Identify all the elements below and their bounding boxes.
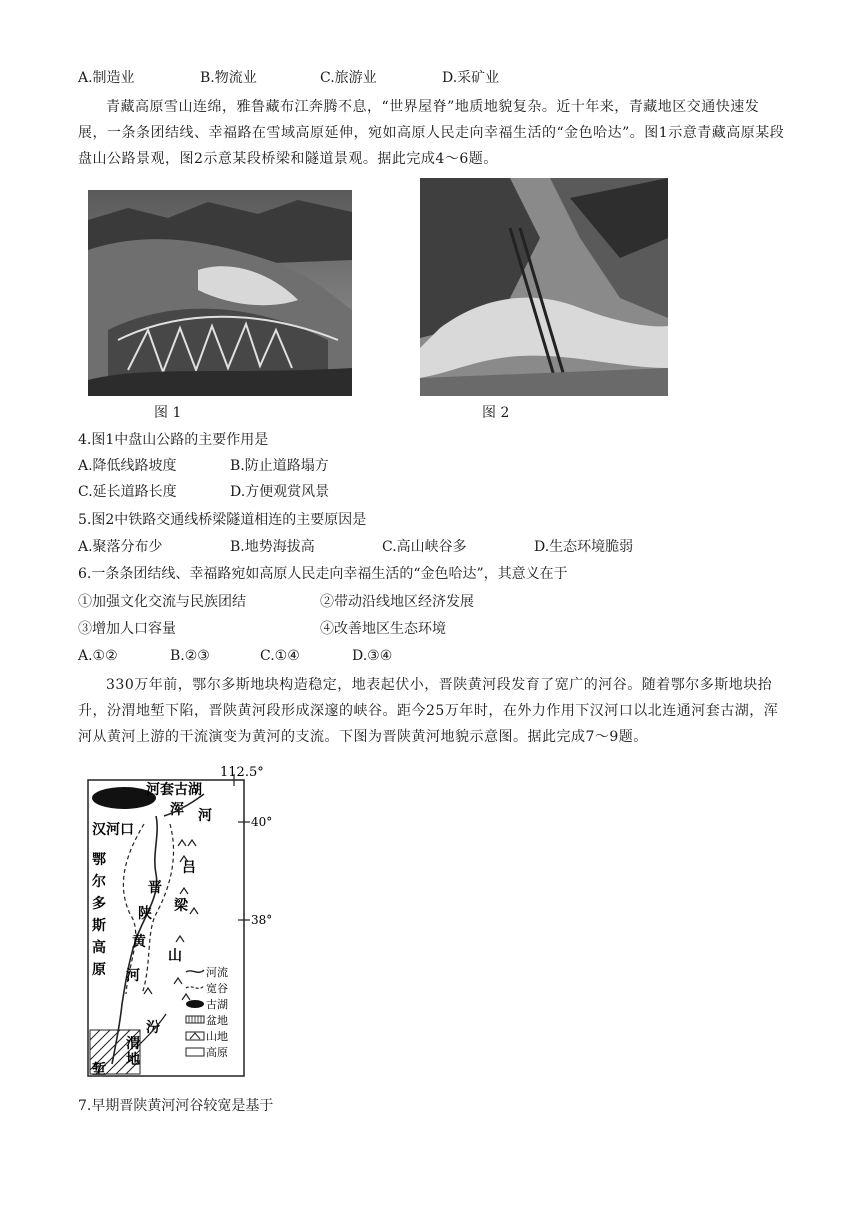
map-fenwei-1: 渭 (126, 1036, 140, 1052)
map-jinshan-2: 陕 (138, 906, 152, 922)
q6-item-4: ④改善地区生态环境 (320, 621, 446, 637)
map-ordos-6: 原 (92, 962, 106, 978)
map-fenwei-2: 地 (126, 1052, 140, 1068)
figure-2-caption: 图 2 (482, 405, 510, 421)
map-hanhekou-label: 汉河口 (92, 822, 134, 838)
legend-basin: 盆地 (206, 1014, 228, 1027)
legend-mountain: 山地 (206, 1030, 228, 1043)
figure-1-caption: 图 1 (154, 405, 182, 421)
legend-lake: 古湖 (206, 998, 228, 1011)
q5-option-c: C.高山峡谷多 (382, 539, 467, 555)
q7-stem-text: 7.早期晋陕黄河河谷较宽是基于 (78, 1098, 274, 1114)
jinshan-yellow-river-map (86, 764, 286, 1078)
q3-option-d: D.采矿业 (442, 70, 500, 86)
map-jinshan-4: 河 (126, 968, 140, 984)
q6-item-2: ②带动沿线地区经济发展 (320, 594, 474, 610)
q6-option-d: D.③④ (352, 648, 393, 664)
map-qian-label: 堑 (92, 1062, 106, 1078)
map-ordos-1: 鄂 (92, 852, 106, 868)
figure-2-bridge-tunnel-photo (420, 178, 668, 396)
map-jinshan-3: 黄 (132, 934, 146, 950)
legend-valley: 宽谷 (206, 982, 228, 995)
map-lat38-label: 38° (251, 913, 273, 927)
passage-jinshan-yellow-river: 330万年前，鄂尔多斯地块构造稳定，地表起伏小，晋陕黄河段发育了宽广的河谷。随着鄂尔多斯地块抬升，汾渭地堑下陷，晋陕黄河段形成深邃的峡谷。距今25万年时，在外力作用下汉河口以北连通河套古湖，浑河从黄河上游的干流演变为黄河的支流。下图为晋陕黄河地貌示意图。据此完成7～9题。 (78, 677, 779, 745)
map-lat40-label: 40° (251, 815, 273, 829)
map-longitude-label: 112.5° (220, 765, 264, 780)
map-ordos-3: 多 (92, 896, 106, 912)
passage-qinghai-tibet: 青藏高原雪山连绵，雅鲁藏布江奔腾不息，“世界屋脊”地质地貌复杂。近十年来，青藏地区交通快速发展，一条条团结线、幸福路在雪域高原延伸，宛如高原人民走向幸福生活的“金色哈达”。图1示意青藏高原某段盘山公路景观，图2示意某段桥梁和隧道景观。据此完成4～6题。 (78, 99, 785, 167)
q6-option-c: C.①④ (260, 648, 300, 664)
q4-stem-text: 4.图1中盘山公路的主要作用是 (78, 432, 269, 448)
q6-option-a: A.①② (78, 648, 118, 664)
map-hunhe-char1: 浑 (170, 802, 184, 818)
map-ordos-5: 高 (92, 940, 106, 956)
map-hunhe-char2: 河 (198, 808, 212, 824)
map-ordos-4: 斯 (92, 918, 106, 934)
q5-stem-text: 5.图2中铁路交通线桥梁隧道相连的主要原因是 (78, 512, 367, 528)
q3-option-b: B.物流业 (200, 70, 257, 86)
q4-option-c: C.延长道路长度 (78, 484, 177, 500)
q5-option-d: D.生态环境脆弱 (534, 539, 634, 555)
map-lake-label: 河套古湖 (146, 782, 202, 798)
q6-item-1: ①加强文化交流与民族团结 (78, 594, 246, 610)
map-lvliang-1: 吕 (182, 860, 196, 876)
q6-option-b: B.②③ (170, 648, 210, 664)
map-jinshan-1: 晋 (148, 880, 162, 896)
q6-stem-text: 6.一条条团结线、幸福路宛如高原人民走向幸福生活的“金色哈达”，其意义在于 (78, 566, 568, 582)
q4-option-a: A.降低线路坡度 (78, 458, 177, 474)
map-lvliang-2: 梁 (174, 898, 188, 914)
q5-option-a: A.聚落分布少 (78, 539, 163, 555)
figure-1-mountain-road-photo (88, 190, 352, 396)
map-lvliang-3: 山 (168, 948, 182, 964)
q3-option-a: A.制造业 (78, 70, 135, 86)
legend-river: 河流 (206, 966, 228, 979)
legend-plateau: 高原 (206, 1046, 228, 1059)
q3-option-c: C.旅游业 (320, 70, 377, 86)
q5-option-b: B.地势海拔高 (230, 539, 315, 555)
q6-item-3: ③增加人口容量 (78, 621, 176, 637)
map-fen-label: 汾 (146, 1020, 160, 1036)
map-legend (186, 965, 228, 1059)
map-ordos-2: 尔 (92, 874, 106, 890)
q4-option-b: B.防止道路塌方 (230, 458, 329, 474)
q4-option-d: D.方便观赏风景 (230, 484, 330, 500)
